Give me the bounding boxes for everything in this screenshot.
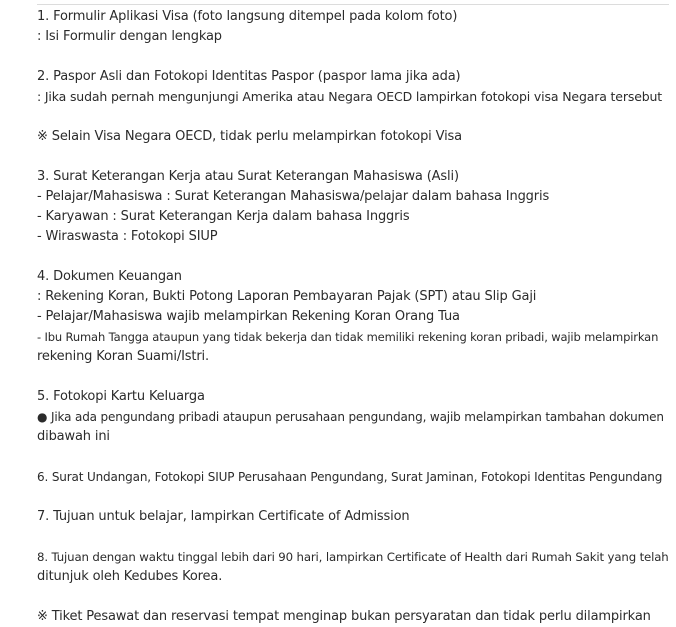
item-8-line-2: ditunjuk oleh Kedubes Korea. bbox=[37, 569, 223, 584]
item-1-detail: : Isi Formulir dengan lengkap bbox=[37, 29, 222, 44]
item-5-title: 5. Fotokopi Kartu Keluarga bbox=[37, 389, 205, 404]
spacer bbox=[37, 247, 669, 267]
item-4-student: - Pelajar/Mahasiswa wajib melampirkan Rekening Koran Orang Tua bbox=[37, 309, 460, 324]
spacer bbox=[37, 447, 669, 467]
spacer bbox=[37, 367, 669, 387]
spacer bbox=[37, 587, 669, 607]
item-5-bullet-line-1: ● Jika ada pengundang pribadi ataupun perusahaan pengundang, wajib melampirkan tambahan dokumen bbox=[37, 410, 664, 424]
note-oecd: ※ Selain Visa Negara OECD, tidak perlu melampirkan fotokopi Visa bbox=[37, 129, 462, 144]
item-2-title: 2. Paspor Asli dan Fotokopi Identitas Paspor (paspor lama jika ada) bbox=[37, 69, 461, 84]
item-3-employee: - Karyawan : Surat Keterangan Kerja dalam bahasa Inggris bbox=[37, 209, 410, 224]
item-6: 6. Surat Undangan, Fotokopi SIUP Perusahaan Pengundang, Surat Jaminan, Fotokopi Identitas Pengundang bbox=[37, 470, 663, 484]
item-3-title: 3. Surat Keterangan Kerja atau Surat Keterangan Mahasiswa (Asli) bbox=[37, 169, 459, 184]
top-divider bbox=[37, 0, 669, 5]
item-4-housewife-line-2: rekening Koran Suami/Istri. bbox=[37, 349, 209, 364]
spacer bbox=[37, 487, 669, 507]
spacer bbox=[37, 147, 669, 167]
item-4-housewife-line-1: - Ibu Rumah Tangga ataupun yang tidak bekerja dan tidak memiliki rekening koran pribadi, wajib melampirkan bbox=[37, 330, 659, 344]
item-5-bullet-line-2: dibawah ini bbox=[37, 429, 110, 444]
spacer bbox=[37, 107, 669, 127]
item-2-detail: : Jika sudah pernah mengunjungi Amerika atau Negara OECD lampirkan fotokopi visa Negara tersebut bbox=[37, 89, 663, 104]
spacer bbox=[37, 527, 669, 547]
item-7: 7. Tujuan untuk belajar, lampirkan Certificate of Admission bbox=[37, 509, 410, 524]
document-body bbox=[37, 0, 669, 627]
note-ticket: ※ Tiket Pesawat dan reservasi tempat menginap bukan persyaratan dan tidak perlu dilampirkan bbox=[37, 609, 651, 624]
item-3-student: - Pelajar/Mahasiswa : Surat Keterangan Mahasiswa/pelajar dalam bahasa Inggris bbox=[37, 189, 550, 204]
item-3-entrepreneur: - Wiraswasta : Fotokopi SIUP bbox=[37, 229, 218, 244]
item-1-title: 1. Formulir Aplikasi Visa (foto langsung ditempel pada kolom foto) bbox=[37, 9, 458, 24]
item-4-title: 4. Dokumen Keuangan bbox=[37, 269, 182, 284]
item-4-detail: : Rekening Koran, Bukti Potong Laporan Pembayaran Pajak (SPT) atau Slip Gaji bbox=[37, 289, 537, 304]
item-8-line-1: 8. Tujuan dengan waktu tinggal lebih dari 90 hari, lampirkan Certificate of Health dari Rumah Sakit yang telah bbox=[37, 550, 669, 564]
spacer bbox=[37, 47, 669, 67]
